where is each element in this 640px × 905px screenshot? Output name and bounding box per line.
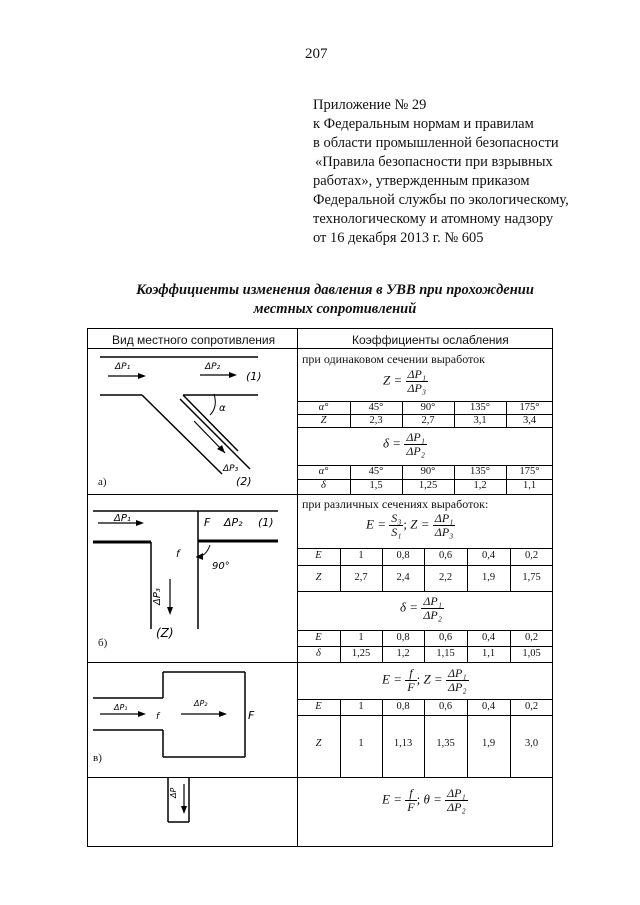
sketch-label: f — [176, 549, 180, 560]
appendix-line: работах», утвержденным приказом — [313, 173, 530, 189]
table-cell: 1,1 — [481, 648, 496, 659]
row-a-formula-z: Z = $\frac{\text{ΔP₁}}{\text{ΔP₃}}$ — [383, 367, 427, 395]
table-divider — [297, 591, 553, 592]
table-cell: 1,25 — [351, 648, 371, 659]
sketch-label: ΔP₂ — [205, 362, 221, 372]
table-cell: 0,2 — [524, 701, 539, 712]
table-cell: 3,0 — [524, 738, 539, 749]
table-divider — [297, 548, 553, 549]
table-cell: 3,4 — [522, 415, 537, 426]
sketch-label: F — [248, 709, 255, 722]
table-cell: 0,4 — [481, 701, 496, 712]
row-b-subtitle: при различных сечениях выработок: — [302, 497, 489, 511]
table-cell: 0,6 — [438, 550, 453, 561]
table-cell: α° — [318, 402, 329, 413]
sketch-label: α — [219, 403, 226, 414]
sketch-label: F — [204, 516, 211, 529]
table-cell: δ — [321, 480, 326, 491]
appendix-line: к Федеральным нормам и правилам — [313, 116, 534, 132]
title-line: Коэффициенты изменения давления в УВВ при прохождении — [136, 282, 534, 298]
table-cell: 2,4 — [396, 572, 410, 583]
table-cell: 1,13 — [393, 738, 413, 749]
table-cell: α° — [318, 466, 329, 477]
appendix-header — [313, 96, 569, 248]
table-cell: 0,2 — [524, 632, 539, 643]
row-b-label: б) — [98, 637, 108, 649]
table-cell: 2,2 — [438, 572, 453, 583]
table-cell: 2,7 — [421, 415, 435, 426]
table-cell: 135° — [470, 402, 490, 413]
table-cell: 0,4 — [481, 632, 496, 643]
table-divider — [297, 630, 553, 631]
table-cell: 1,9 — [481, 738, 496, 749]
table-cell: 175° — [519, 402, 540, 413]
row-b-formula-e-z: E = $\frac{\text{S₃}}{\text{S₁}}$ ; Z = $\frac{\text{ΔP₁}}{\text{ΔP₃}}$ — [366, 511, 454, 539]
sketch-label: ΔP₃ — [152, 588, 163, 605]
table-cell: 90° — [420, 402, 436, 413]
sketch-label: ΔP₁ — [114, 703, 128, 712]
table-cell: 1,25 — [418, 480, 438, 491]
title-line: местных сопротивлений — [253, 301, 417, 317]
sketch-label: ΔP₂ — [224, 516, 243, 529]
sketch-label: ΔP₂ — [194, 699, 208, 708]
table-cell: 1,35 — [436, 738, 455, 749]
table-cell: 45° — [368, 402, 384, 413]
row-a-subtitle: при одинаковом сечении выработок — [302, 352, 485, 366]
table-cell: 1 — [358, 738, 364, 749]
row-a-formula-delta: δ = $\frac{\text{ΔP₁}}{\text{ΔP₂}}$ — [383, 430, 425, 458]
sketch-label: ΔP₃ — [223, 464, 239, 474]
sketch-label: ΔP₁ — [115, 362, 131, 372]
table-cell: 0,8 — [396, 632, 410, 643]
row-d-formula-e-theta: E = $\frac{f}{F}$ ; θ = $\frac{\text{ΔP₁}}{\text{ΔP₂}}$ — [382, 786, 466, 814]
table-cell: 2,7 — [354, 572, 368, 583]
row-a-label: а) — [98, 476, 107, 488]
appendix-line: в области промышленной безопасности — [313, 135, 559, 151]
table-cell: E — [315, 632, 322, 643]
sketch-label: (1) — [258, 516, 274, 529]
table-cell: 90° — [420, 466, 436, 477]
table-cell: 1,2 — [396, 648, 410, 659]
table-cell: Z — [320, 415, 327, 426]
table-cell: 45° — [368, 466, 384, 477]
appendix-line: технологическому и атомному надзору — [313, 211, 554, 227]
table-cell: 3,1 — [473, 415, 487, 426]
table-cell: 1 — [358, 701, 364, 712]
table-cell: 0,8 — [396, 550, 410, 561]
sketch-d-pipe — [88, 778, 296, 846]
appendix-line: Приложение № 29 — [313, 97, 427, 113]
table-cell: 1,9 — [481, 572, 496, 583]
table-cell: 1 — [358, 632, 364, 643]
table-cell: 2,3 — [369, 415, 383, 426]
sketch-label: (1) — [246, 370, 262, 383]
table-cell: 175° — [519, 466, 540, 477]
table-divider — [297, 715, 553, 716]
table-cell: 0,6 — [438, 632, 453, 643]
sketch-label: f — [156, 712, 160, 722]
appendix-line: Федеральной службы по экологическому, — [313, 192, 569, 208]
sketch-c-expansion — [88, 663, 296, 776]
table-cell: 1,2 — [473, 480, 487, 491]
table-divider — [297, 646, 553, 647]
page-number: 207 — [305, 46, 328, 62]
table-cell: 1,5 — [369, 480, 383, 491]
table-cell: δ — [316, 648, 321, 659]
table-divider — [297, 699, 553, 700]
column-header-type: Вид местного сопротивления — [112, 333, 276, 347]
document-title — [100, 281, 570, 319]
sketch-label: (Z) — [156, 626, 174, 640]
table-cell: 0,2 — [524, 550, 539, 561]
table-divider — [297, 427, 553, 428]
row-c-label: в) — [93, 752, 102, 764]
row-b-formula-delta: δ = $\frac{\text{ΔP₁}}{\text{ΔP₂}}$ — [400, 594, 442, 622]
table-divider — [297, 565, 553, 566]
appendix-line: от 16 декабря 2013 г. № 605 — [313, 230, 484, 246]
table-cell: 1,05 — [522, 648, 541, 659]
sketch-a-branch — [88, 349, 296, 493]
table-cell: 0,6 — [438, 701, 453, 712]
sketch-b-tee — [88, 495, 296, 661]
table-cell: E — [315, 701, 322, 712]
sketch-label: ΔP₁ — [114, 513, 131, 524]
sketch-label: 90° — [212, 561, 230, 572]
table-cell: 1,75 — [522, 572, 541, 583]
table-cell: E — [315, 550, 322, 561]
sketch-label: ΔP — [169, 787, 178, 798]
table-cell: Z — [315, 572, 322, 583]
table-cell: 1,15 — [436, 648, 455, 659]
table-cell: Z — [315, 738, 322, 749]
row-c-formula-e-z: E = $\frac{f}{F}$ ; Z = $\frac{\text{ΔP₁}}{\text{ΔP₂}}$ — [382, 666, 467, 694]
column-header-coefficients: Коэффициенты ослабления — [352, 333, 509, 347]
table-cell: 0,8 — [396, 701, 410, 712]
table-cell: 0,4 — [481, 550, 496, 561]
table-cell: 1 — [358, 550, 364, 561]
sketch-label: (2) — [236, 475, 252, 488]
table-cell: 135° — [470, 466, 490, 477]
table-cell: 1,1 — [522, 480, 537, 491]
appendix-line: «Правила безопасности при взрывных — [315, 154, 553, 170]
